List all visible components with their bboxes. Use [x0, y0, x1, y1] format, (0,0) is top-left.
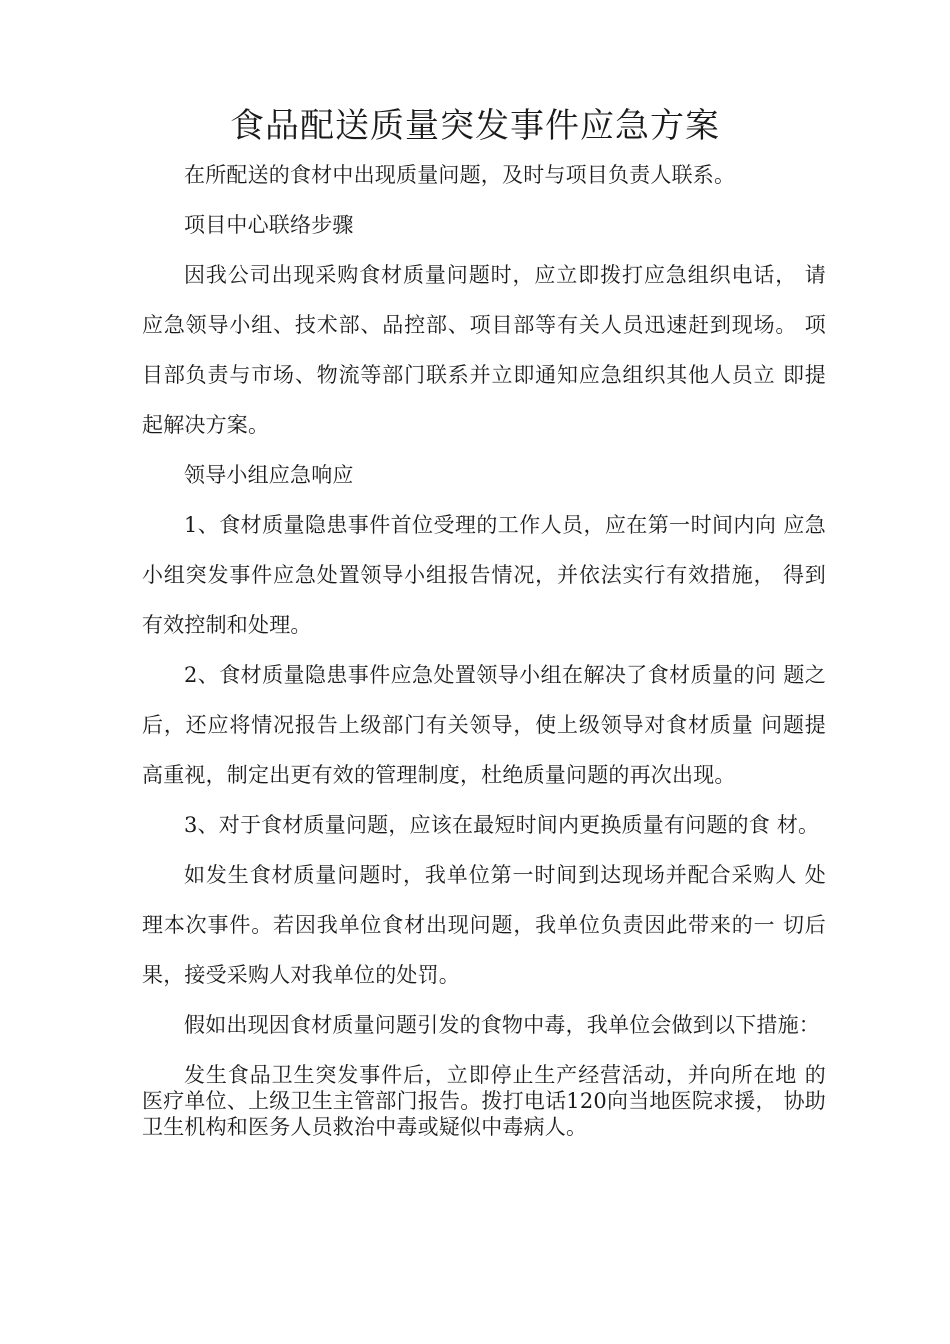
section-heading-leadership-response: 领导小组应急响应 [184, 463, 354, 487]
paragraph-contact-steps: 因我公司出现采购食材质量问题时，应立即拨打应急组织电话， 请应急领导小组、技术部、品控部、项目部等有关人员迅速赶到现场。 项目部负责与市场、物流等部门联系并立即通知应急组织其他人员立 即提起解决方案。 [142, 263, 826, 437]
paragraph-on-site-handling: 如发生食材质量问题时，我单位第一时间到达现场并配合采购人 处理本次事件。若因我单位食材出现问题，我单位负责因此带来的一 切后果，接受采购人对我单位的处罚。 [142, 863, 826, 987]
section-heading-contact-steps: 项目中心联络步骤 [184, 213, 354, 237]
paragraph-intro: 在所配送的食材中出现质量问题，及时与项目负责人联系。 [184, 163, 736, 187]
paragraph-emergency-report: 发生食品卫生突发事件后，立即停止生产经营活动，并向所在地 的医疗单位、上级卫生主管部门报告。拨打电话120向当地医院求援， 协助卫生机构和医务人员救治中毒或疑似中毒病人。 [142, 1063, 826, 1139]
paragraph-item-3: 3、对于食材质量问题，应该在最短时间内更换质量有问题的食 材。 [184, 813, 820, 837]
paragraph-poisoning-measures: 假如出现因食材质量问题引发的食物中毒，我单位会做到以下措施： [184, 1013, 820, 1037]
document-body [142, 150, 826, 1140]
paragraph-item-2: 2、食材质量隐患事件应急处置领导小组在解决了食材质量的问 题之后，还应将情况报告上级部门有关领导，使上级领导对食材质量 问题提高重视，制定出更有效的管理制度，杜绝质量问题的再次出现。 [142, 663, 826, 787]
paragraph-item-1: 1、食材质量隐患事件首位受理的工作人员，应在第一时间内向 应急小组突发事件应急处置领导小组报告情况，并依法实行有效措施， 得到有效控制和处理。 [142, 513, 826, 637]
document-title: 食品配送质量突发事件应急方案 [230, 106, 720, 146]
